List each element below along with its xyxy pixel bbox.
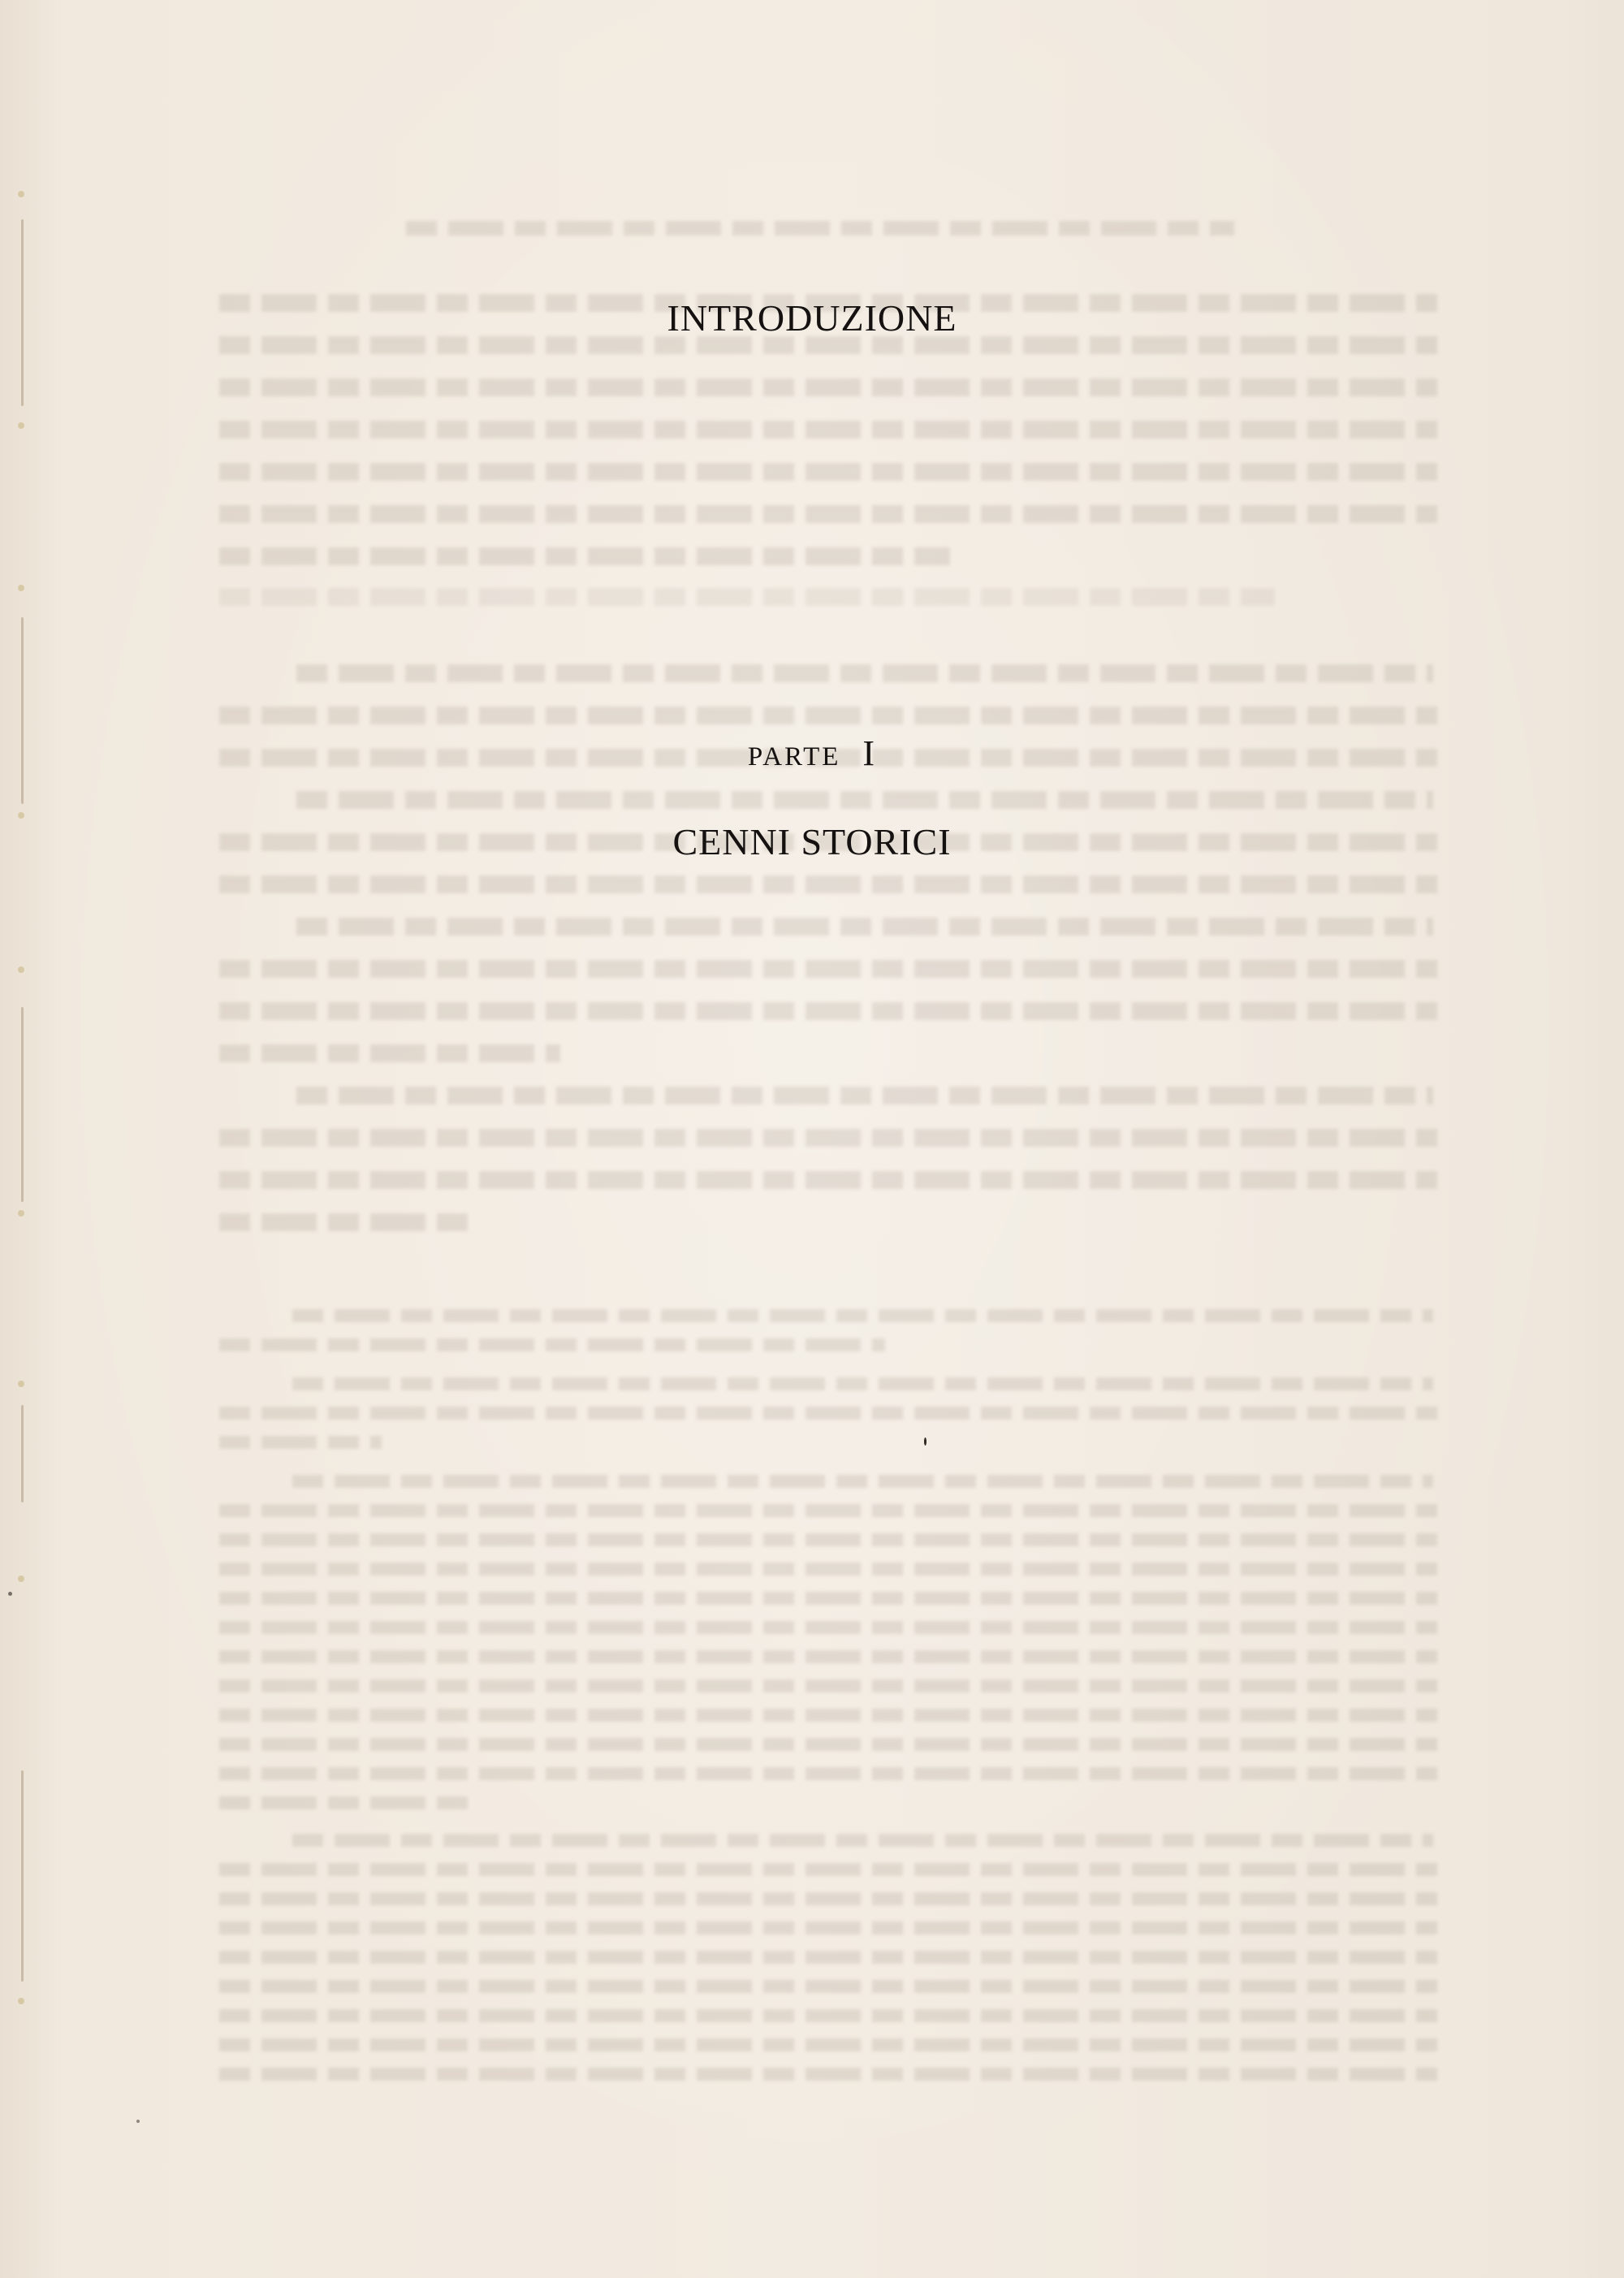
bleed-line <box>219 1767 1437 1780</box>
bleed-line <box>219 1338 885 1351</box>
bleed-line <box>296 918 1433 936</box>
bleed-line <box>219 1679 1437 1692</box>
bleed-line <box>292 1309 1433 1322</box>
bleed-line <box>219 1621 1437 1634</box>
paper-speck <box>136 2120 140 2123</box>
binding-hole <box>18 422 24 429</box>
bleed-line <box>219 2009 1437 2022</box>
bleed-line <box>219 875 1437 893</box>
part-subtitle: CENNI STORICI <box>672 821 952 862</box>
bleed-line <box>219 1533 1437 1546</box>
bleed-line <box>219 1171 1437 1189</box>
bleed-line <box>219 1129 1437 1147</box>
bleed-line <box>219 1709 1437 1722</box>
bleed-line <box>292 1834 1433 1847</box>
paper-speck <box>924 1437 926 1446</box>
bleed-line <box>219 463 1437 481</box>
bleed-line <box>219 1436 382 1449</box>
bleed-line <box>219 421 1437 439</box>
bleed-line <box>219 505 1437 523</box>
bleed-line <box>219 1650 1437 1663</box>
bleed-line <box>219 1592 1437 1605</box>
bleed-line <box>296 1087 1433 1104</box>
binding-hole <box>18 966 24 973</box>
book-binding <box>18 0 29 2278</box>
bleed-line <box>219 2038 1437 2051</box>
bleed-line <box>219 2068 1437 2081</box>
binding-hole <box>18 1381 24 1387</box>
binding-stitch <box>21 617 24 804</box>
bleed-line <box>219 1892 1437 1905</box>
bleed-line <box>219 707 1437 724</box>
bleed-line <box>219 1796 479 1809</box>
bleed-running-head <box>406 221 1234 236</box>
bleed-line <box>296 664 1433 682</box>
bleed-line <box>219 1044 560 1062</box>
binding-stitch <box>21 1007 24 1202</box>
bleed-line <box>219 1951 1437 1964</box>
bleed-line <box>219 1863 1437 1876</box>
binding-hole <box>18 1210 24 1217</box>
bleed-line <box>219 1563 1437 1576</box>
bleed-line <box>219 1921 1437 1934</box>
bleed-line <box>292 1377 1433 1390</box>
part-word: PARTE <box>747 742 841 772</box>
binding-hole <box>18 191 24 197</box>
binding-stitch <box>21 1770 24 1982</box>
bleed-line <box>219 378 1437 396</box>
bleed-line <box>219 1738 1437 1751</box>
binding-hole <box>18 1576 24 1582</box>
bleed-line <box>219 547 950 565</box>
page-title: INTRODUZIONE <box>667 297 957 339</box>
bleed-line <box>219 588 1275 606</box>
binding-hole <box>18 585 24 591</box>
bleed-line <box>219 1980 1437 1993</box>
binding-stitch <box>21 1405 24 1502</box>
paper-speck <box>8 1592 12 1596</box>
bleed-line <box>296 791 1433 809</box>
binding-hole <box>18 1998 24 2004</box>
bleed-line <box>219 960 1437 978</box>
bleed-line <box>219 1213 479 1231</box>
binding-hole <box>18 812 24 819</box>
part-heading <box>0 733 1624 774</box>
bleed-line <box>292 1475 1433 1488</box>
bleed-line <box>219 1002 1437 1020</box>
part-number: I <box>862 733 877 773</box>
bleed-line <box>219 1407 1437 1420</box>
bleed-line <box>219 1504 1437 1517</box>
